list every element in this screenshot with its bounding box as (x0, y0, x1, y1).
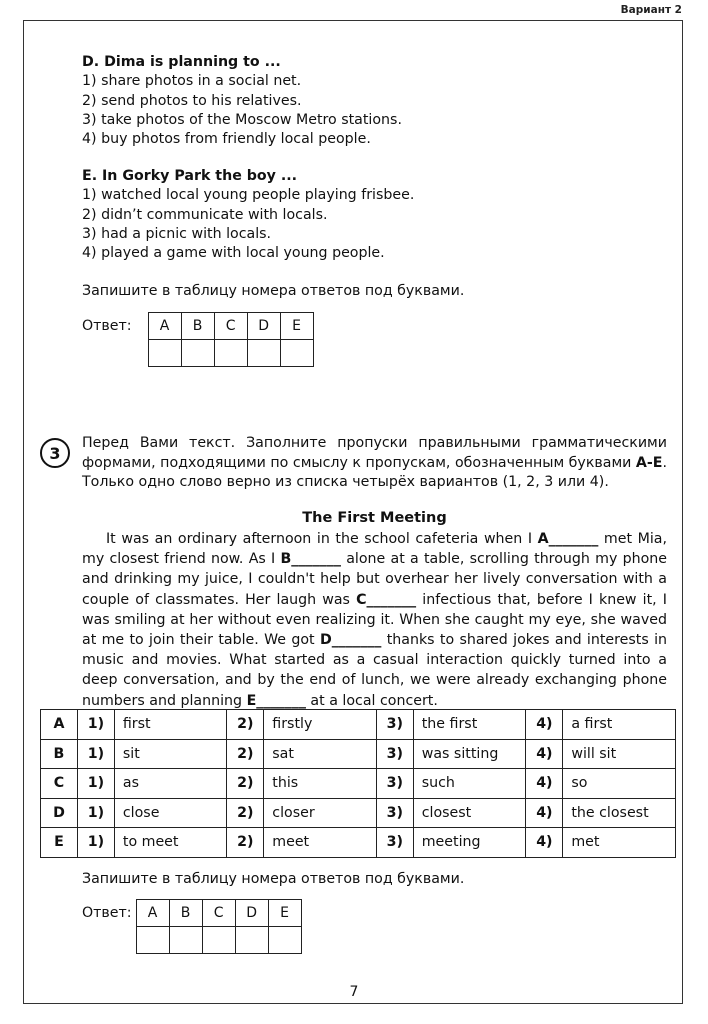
question-e-option-1: 1) watched local young people playing frisbee. (82, 187, 415, 204)
question-e-option-2: 2) didn’t communicate with locals. (82, 206, 328, 223)
answer-cell-a[interactable] (148, 340, 181, 367)
answer-header-a: A (148, 313, 181, 340)
option-number: 3) (376, 710, 413, 740)
answer-header-b: B (169, 900, 202, 927)
option-word: closest (413, 798, 526, 828)
question-e (82, 167, 667, 263)
answer-block-1 (82, 312, 314, 367)
option-number: 4) (526, 769, 563, 799)
story-segment: alone at a table, scrolling through my phone and drinking my juice, I couldn't help but overhear her lively conversation with a couple of classmates. Her laugh was (82, 551, 667, 608)
question-d-title: D. Dima is planning to ... (82, 54, 281, 70)
row-letter: C (41, 769, 78, 799)
answer-block-2 (82, 899, 302, 954)
options-row-e (41, 828, 676, 858)
story-segment: met Mia, my closest friend now. As I (82, 531, 667, 568)
row-letter: A (41, 710, 78, 740)
options-row-c (41, 769, 676, 799)
story-segment: It was an ordinary afternoon in the school cafeteria when I (106, 531, 538, 547)
option-number: 2) (227, 798, 264, 828)
answer-table-1 (148, 312, 314, 367)
option-word: a first (563, 710, 676, 740)
option-number: 3) (376, 769, 413, 799)
row-letter: B (41, 739, 78, 769)
option-word: first (114, 710, 226, 740)
option-number: 1) (77, 798, 114, 828)
option-word: will sit (563, 739, 676, 769)
option-word: close (114, 798, 226, 828)
answer-header-c: C (214, 313, 247, 340)
answer-cell-a[interactable] (136, 927, 169, 954)
option-word: the closest (563, 798, 676, 828)
option-number: 2) (227, 769, 264, 799)
options-row-d (41, 798, 676, 828)
option-word: so (563, 769, 676, 799)
story-title: The First Meeting (302, 510, 447, 526)
option-number: 2) (227, 739, 264, 769)
answer-header-d: D (247, 313, 280, 340)
answer-cell-b[interactable] (181, 340, 214, 367)
answer-header-e: E (280, 313, 313, 340)
option-number: 3) (376, 739, 413, 769)
option-number: 1) (77, 769, 114, 799)
variant-label: Вариант 2 (620, 4, 682, 16)
task-number-badge: 3 (40, 438, 70, 468)
answer-cell-d[interactable] (247, 340, 280, 367)
options-row-b (41, 739, 676, 769)
option-word: this (264, 769, 377, 799)
option-number: 1) (77, 710, 114, 740)
task3-instruction (82, 434, 667, 493)
answer-cell-d[interactable] (235, 927, 268, 954)
gap-b: B_______ (280, 551, 341, 568)
page-number: 7 (349, 984, 359, 1000)
story-segment: thanks to shared jokes and interests in music and movies. What started as a casual interaction quickly turned into a deep conversation, and by the end of lunch, we were already exchanging phone numbers and planning (82, 632, 668, 709)
option-number: 2) (227, 710, 264, 740)
answer-cell-c[interactable] (202, 927, 235, 954)
answer-cell-b[interactable] (169, 927, 202, 954)
answer-table-2 (136, 899, 302, 954)
option-number: 4) (526, 828, 563, 858)
answer-label-1: Ответ: (82, 318, 132, 334)
gap-c: C_______ (356, 591, 417, 608)
answer-header-b: B (181, 313, 214, 340)
question-e-title: E. In Gorky Park the boy ... (82, 168, 298, 184)
option-word: such (413, 769, 526, 799)
option-number: 4) (526, 710, 563, 740)
question-e-option-4: 4) played a game with local young people. (82, 245, 385, 262)
answer-header-d: D (235, 900, 268, 927)
gap-d: D_______ (319, 632, 382, 649)
answer-instruction-2: Запишите в таблицу номера ответов под буквами. (82, 871, 465, 887)
option-number: 1) (77, 828, 114, 858)
row-letter: D (41, 798, 78, 828)
option-word: met (563, 828, 676, 858)
option-word: to meet (114, 828, 226, 858)
question-d (82, 53, 667, 149)
story-segment: infectious that, before I knew it, I was smiling at her without even realizing it. When she caught my eye, she waved at me to join their table. We got (82, 591, 667, 649)
answer-cell-c[interactable] (214, 340, 247, 367)
answer-cell-e[interactable] (280, 340, 313, 367)
option-number: 3) (376, 798, 413, 828)
option-number: 4) (526, 739, 563, 769)
option-word: was sitting (413, 739, 526, 769)
option-word: firstly (264, 710, 377, 740)
question-d-option-2: 2) send photos to his relatives. (82, 92, 302, 109)
instruction-letters: A-E (635, 454, 663, 471)
option-word: sat (264, 739, 377, 769)
option-word: the first (413, 710, 526, 740)
gap-e: E_______ (246, 692, 306, 709)
instruction-text: Перед Вами текст. Заполните пропуски правильными грамматическими формами, подходящими по смыслу к пропускам, обозначенным буквами (82, 435, 667, 471)
question-d-option-3: 3) take photos of the Moscow Metro stations. (82, 111, 402, 128)
options-table (40, 709, 676, 858)
option-number: 2) (227, 828, 264, 858)
option-word: closer (264, 798, 377, 828)
answer-header-c: C (202, 900, 235, 927)
answer-cell-e[interactable] (268, 927, 301, 954)
options-row-a (41, 710, 676, 740)
question-d-option-1: 1) share photos in a social net. (82, 73, 302, 90)
option-number: 3) (376, 828, 413, 858)
story-segment: at a local concert. (305, 692, 438, 709)
answer-label-2: Ответ: (82, 905, 132, 921)
option-word: sit (114, 739, 226, 769)
question-e-option-3: 3) had a picnic with locals. (82, 225, 272, 242)
option-word: as (114, 769, 226, 799)
option-word: meeting (413, 828, 526, 858)
answer-header-a: A (136, 900, 169, 927)
answer-header-e: E (268, 900, 301, 927)
answer-instruction-1: Запишите в таблицу номера ответов под буквами. (82, 283, 465, 299)
gap-a: A_______ (537, 531, 599, 547)
option-word: meet (264, 828, 377, 858)
option-number: 4) (526, 798, 563, 828)
option-number: 1) (77, 739, 114, 769)
story-text (82, 529, 667, 711)
question-d-option-4: 4) buy photos from friendly local people. (82, 131, 371, 148)
instruction-text-end: . Только одно слово верно из списка четырёх вариантов (1, 2, 3 или 4). (82, 454, 667, 490)
row-letter: E (41, 828, 78, 858)
